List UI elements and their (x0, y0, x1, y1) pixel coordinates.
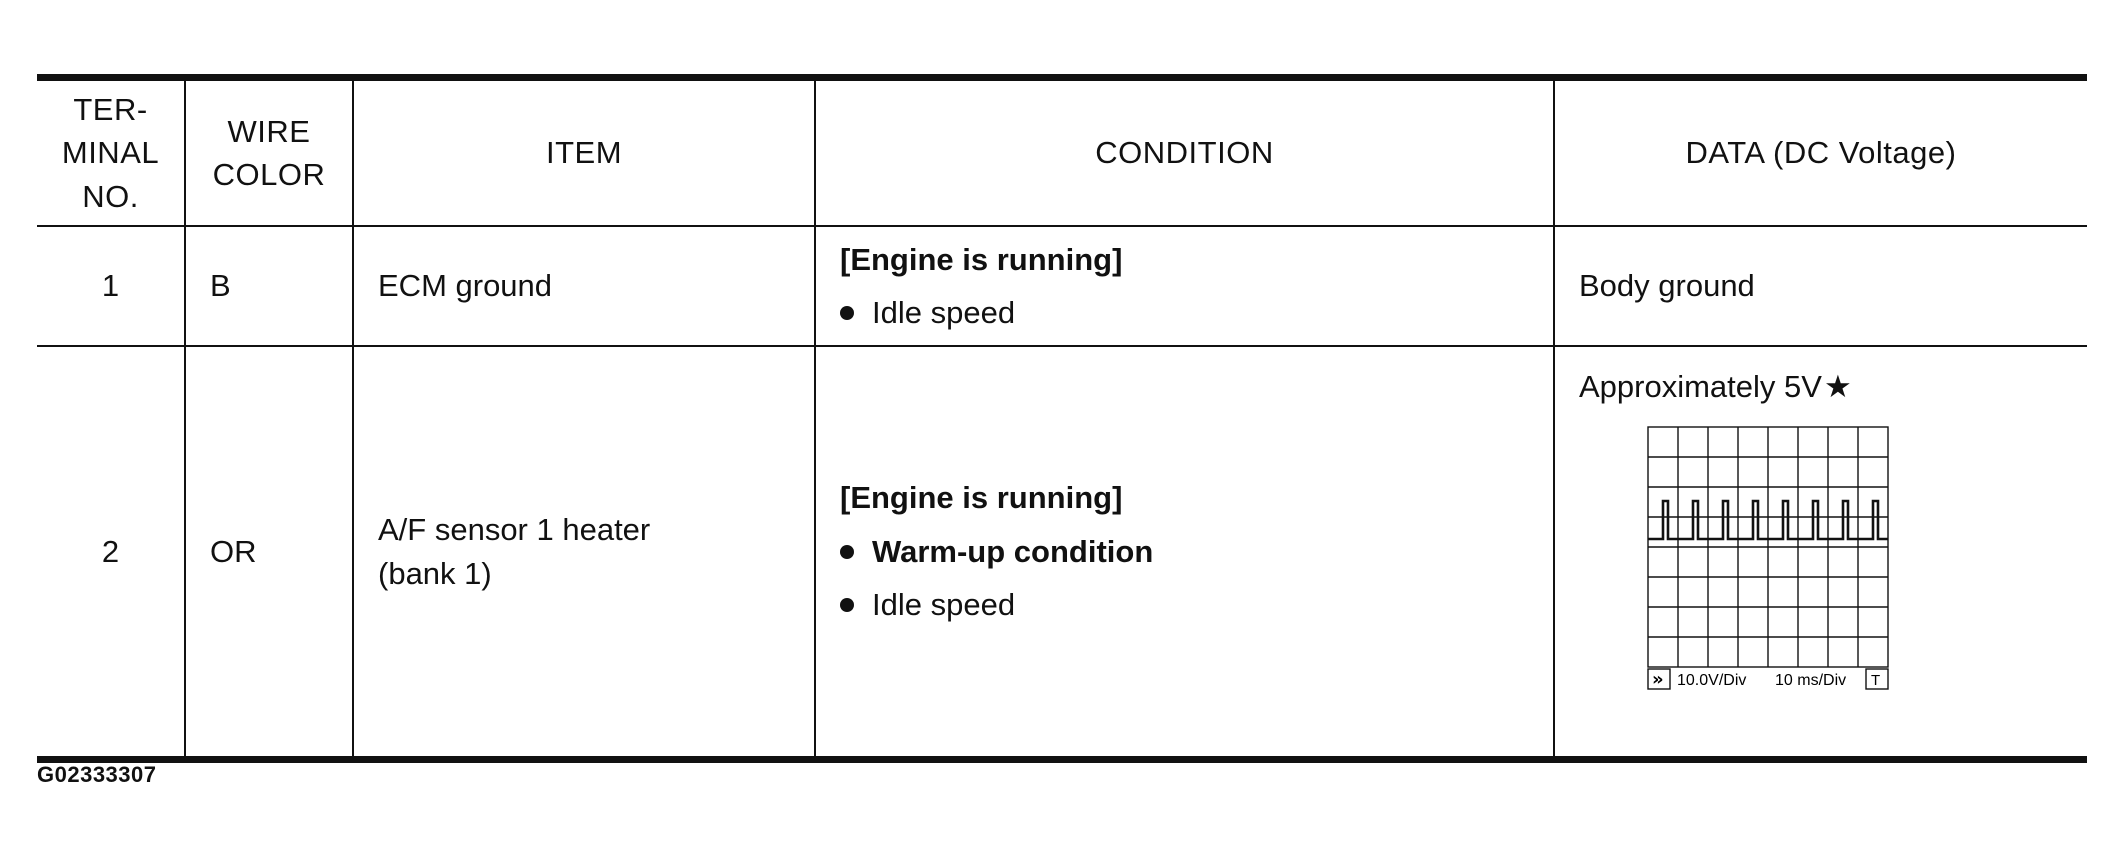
condition-bullet-text: Idle speed (872, 587, 1016, 623)
condition (815, 226, 1554, 346)
data-value-cell (1554, 346, 2087, 760)
table-header-row (37, 78, 2087, 227)
header-item: ITEM (353, 78, 815, 227)
table-row (37, 346, 2087, 760)
condition-bullet (840, 530, 1529, 573)
scope-left-symbol: » (1652, 669, 1664, 691)
terminal-data-table (37, 74, 2087, 763)
condition (815, 346, 1554, 760)
table-row (37, 226, 2087, 346)
scope-right-symbol: T (1871, 672, 1881, 690)
wire-color: OR (185, 346, 353, 760)
condition-title: [Engine is running] (840, 480, 1123, 516)
condition-title: [Engine is running] (840, 241, 1123, 277)
header-wire-color: WIRE COLOR (185, 78, 353, 227)
data-value (1579, 365, 2063, 408)
condition-bullet-text: Warm-up condition (872, 533, 1154, 569)
header-condition: CONDITION (815, 78, 1554, 227)
bullet-icon (840, 545, 854, 559)
item-name: ECM ground (353, 226, 815, 346)
data-value: Body ground (1554, 226, 2087, 346)
condition-bullet-text: Idle speed (872, 295, 1016, 330)
bullet-icon (840, 306, 854, 320)
data-value-text: Approximately 5V (1579, 369, 1822, 404)
scope-volt-div: 10.0V/Div (1677, 672, 1747, 690)
header-terminal-no: TER- MINAL NO. (37, 78, 185, 227)
terminal-number: 2 (37, 346, 185, 760)
wire-color: B (185, 226, 353, 346)
oscilloscope-waveform (1647, 426, 1891, 702)
scope-time-div: 10 ms/Div (1775, 672, 1847, 690)
scope-grid (1648, 427, 1888, 667)
condition-bullet (840, 583, 1529, 626)
figure-code: G02333307 (37, 762, 157, 787)
bullet-icon (840, 598, 854, 612)
condition-bullet (840, 291, 1529, 334)
star-icon: ★ (1823, 369, 1852, 404)
terminal-number: 1 (37, 226, 185, 346)
header-data: DATA (DC Voltage) (1554, 78, 2087, 227)
item-name: A/F sensor 1 heater (bank 1) (353, 346, 815, 760)
